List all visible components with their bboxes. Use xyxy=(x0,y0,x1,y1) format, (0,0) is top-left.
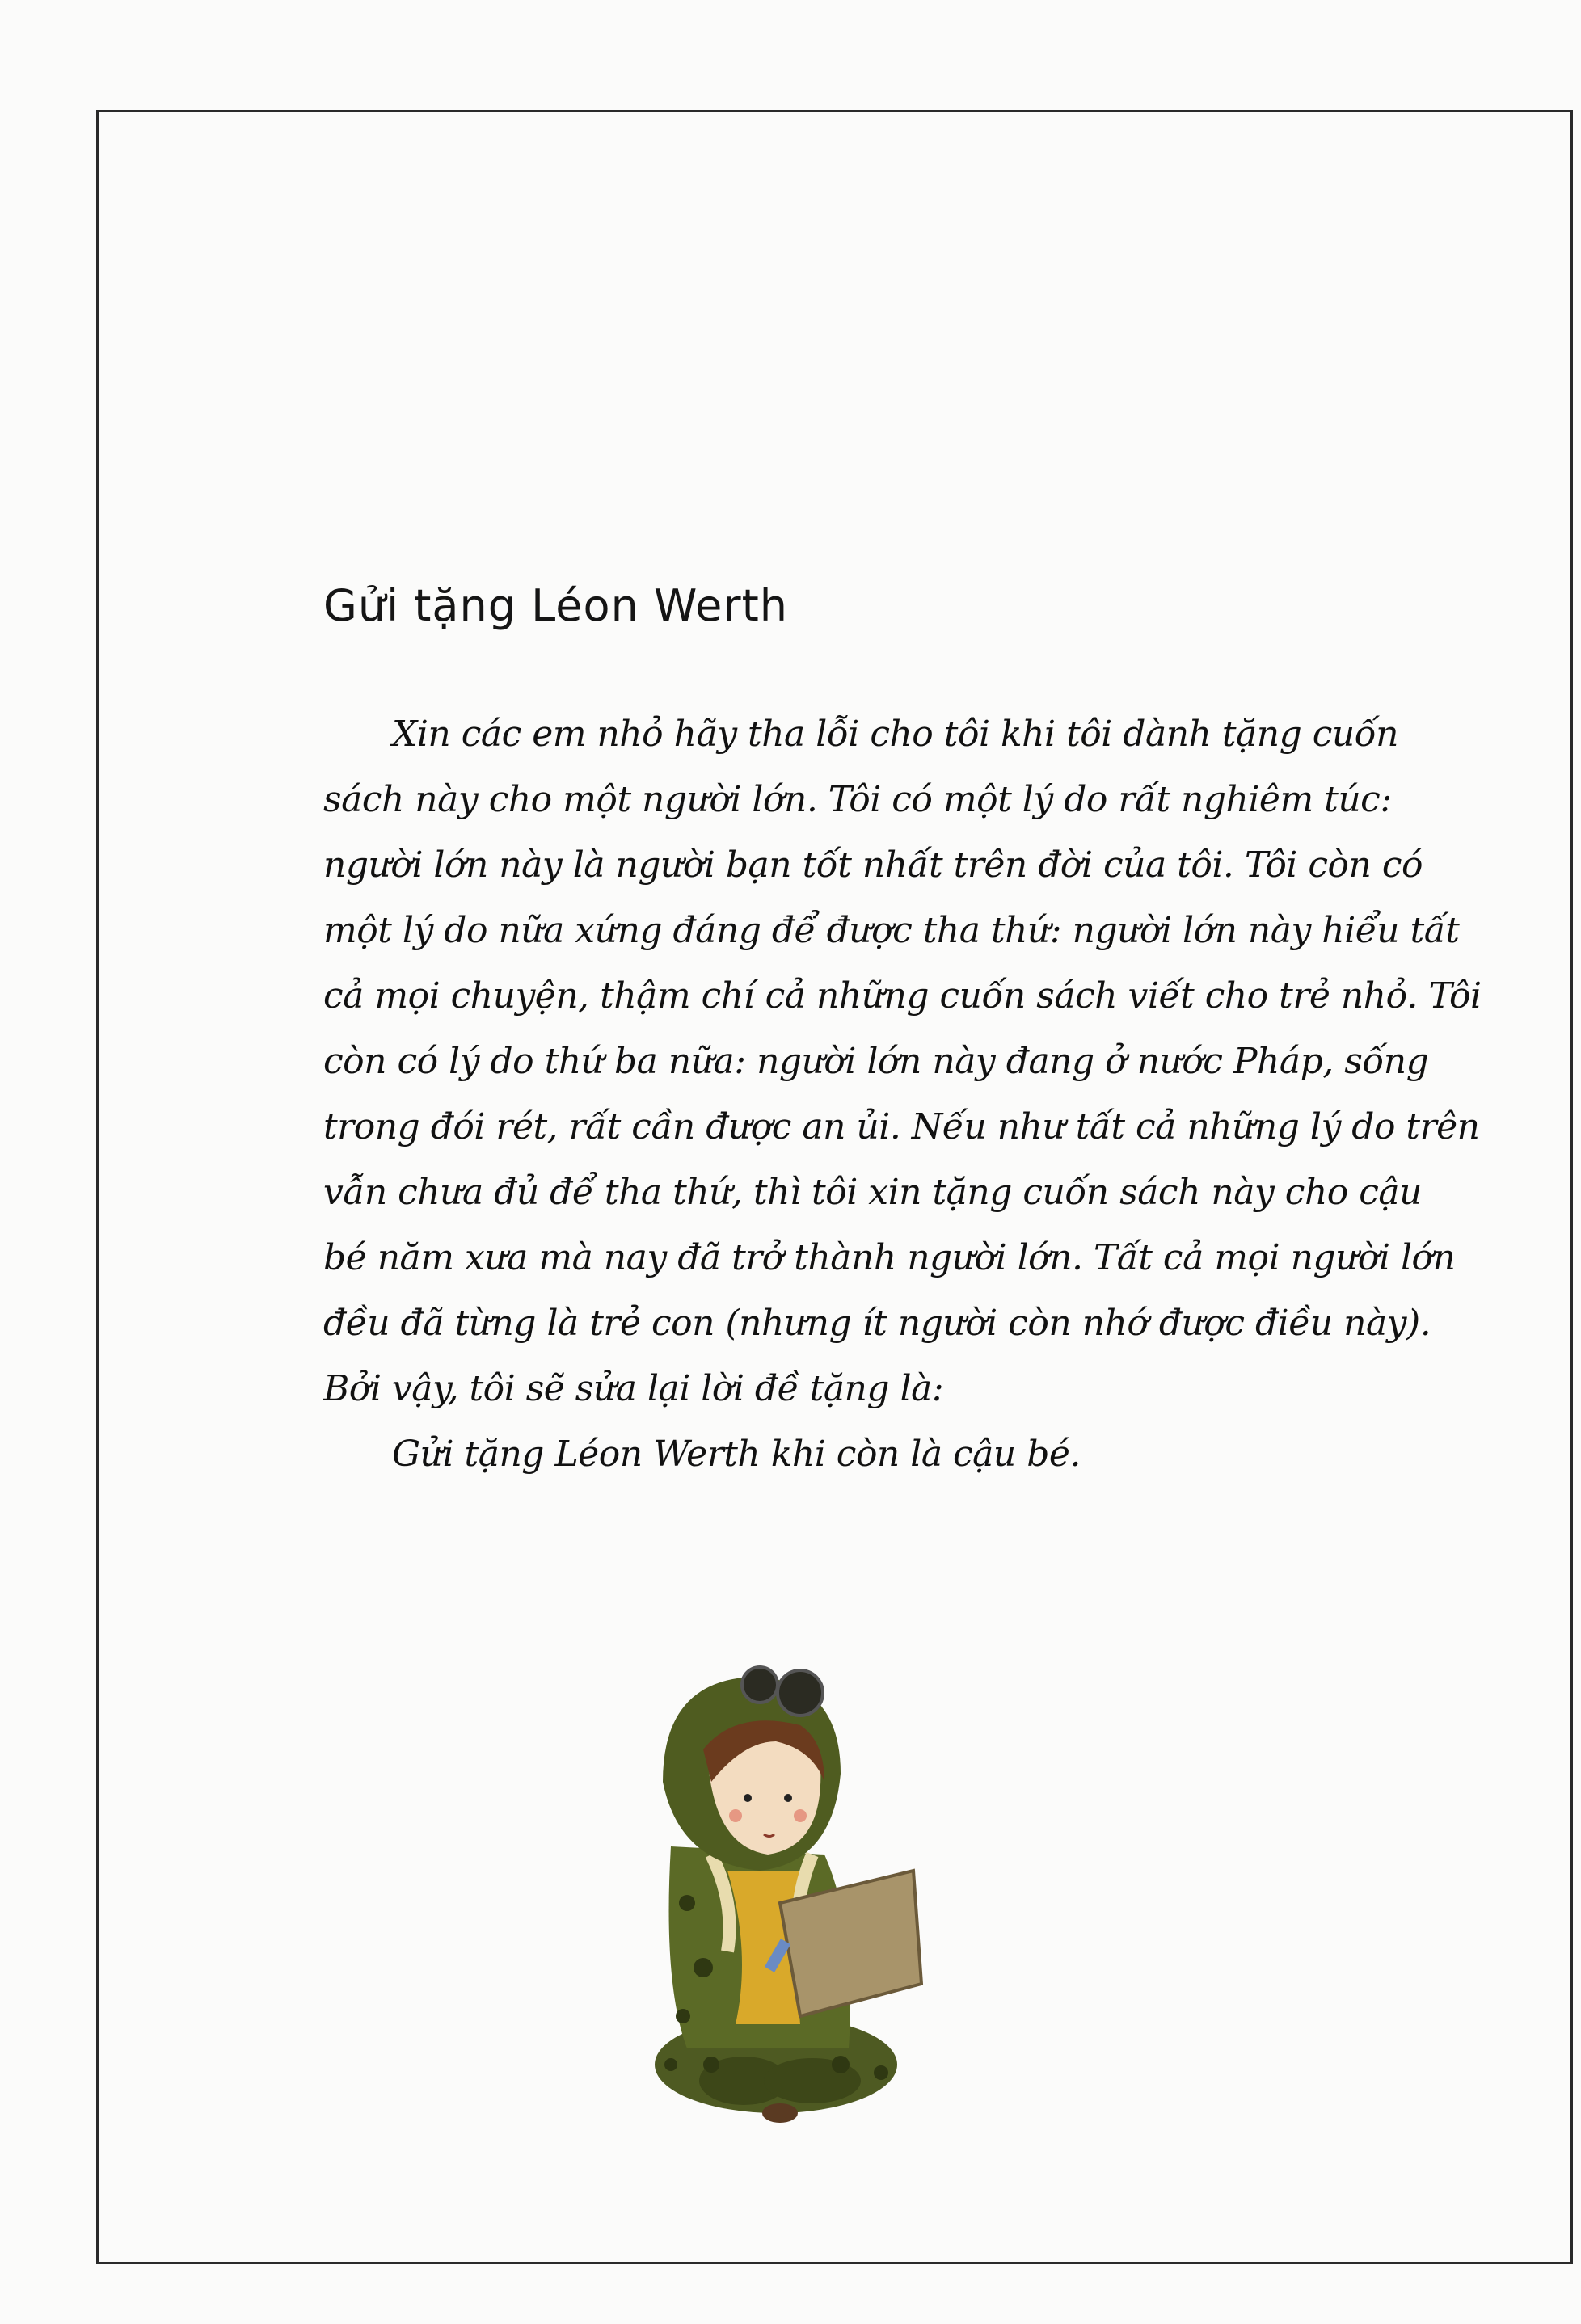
page-title: Gửi tặng Léon Werth xyxy=(323,580,789,631)
text-line: bé năm xưa mà nay đã trở thành người lớn. Tất cả mọi người lớn xyxy=(323,1237,1456,1278)
boy-illustration xyxy=(639,1661,930,2129)
text-line: người lớn này là người bạn tốt nhất trên đời của tôi. Tôi còn có xyxy=(323,844,1423,886)
text-line: Xin các em nhỏ hãy tha lỗi cho tôi khi tôi dành tặng cuốn xyxy=(392,714,1399,755)
text-line: trong đói rét, rất cần được an ủi. Nếu như tất cả những lý do trên xyxy=(323,1106,1480,1147)
dedication-line: Gửi tặng Léon Werth khi còn là cậu bé. xyxy=(392,1434,1081,1475)
dedication-text xyxy=(323,701,1482,1487)
text-line: một lý do nữa xứng đáng để được tha thứ: người lớn này hiểu tất xyxy=(323,910,1460,951)
text-line: đều đã từng là trẻ con (nhưng ít người còn nhớ được điều này). xyxy=(323,1303,1431,1344)
text-line: cả mọi chuyện, thậm chí cả những cuốn sách viết cho trẻ nhỏ. Tôi xyxy=(323,975,1482,1017)
text-line: Bởi vậy, tôi sẽ sửa lại lời đề tặng là: xyxy=(323,1368,944,1409)
text-line: vẫn chưa đủ để tha thứ, thì tôi xin tặng cuốn sách này cho cậu xyxy=(323,1172,1422,1213)
text-line: sách này cho một người lớn. Tôi có một lý do rất nghiêm túc: xyxy=(323,779,1392,820)
text-line: còn có lý do thứ ba nữa: người lớn này đang ở nước Pháp, sống xyxy=(323,1041,1429,1082)
